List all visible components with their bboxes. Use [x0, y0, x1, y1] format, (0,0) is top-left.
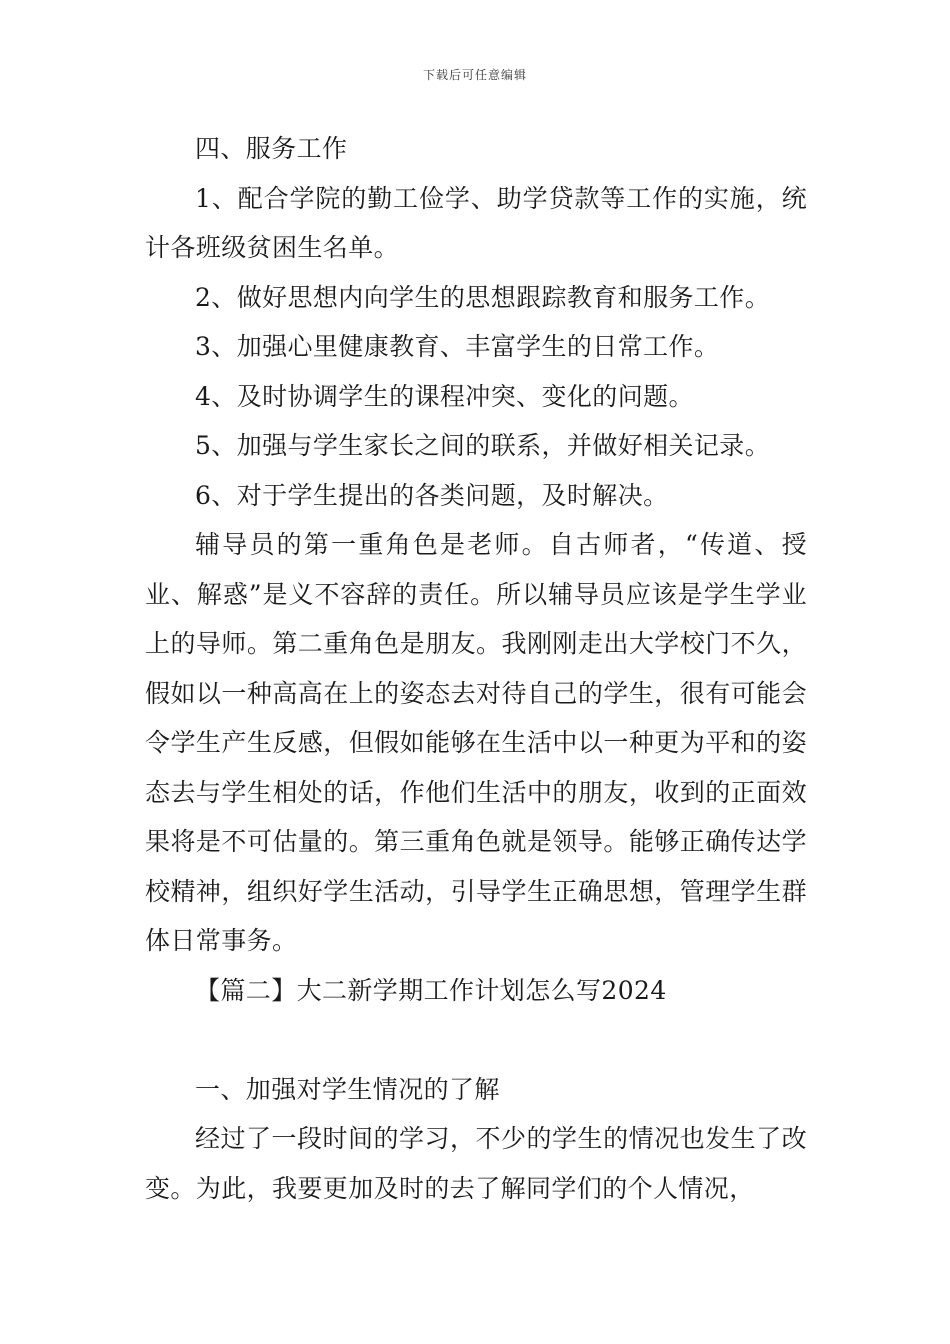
- document-body: [145, 124, 807, 1213]
- list-item-6: 6、对于学生提出的各类问题，及时解决。: [195, 480, 669, 510]
- body-paragraph-student-changes: 经过了一段时间的学习，不少的学生的情况也发生了改变。为此，我要更加及时的去了解同学们的个人情况，: [145, 1124, 807, 1203]
- article-title-part-two: 【篇二】大二新学期工作计划怎么写2024: [195, 975, 667, 1005]
- list-item-3: 3、加强心里健康教育、丰富学生的日常工作。: [195, 332, 720, 361]
- header-note: 下载后可任意编辑: [422, 68, 527, 82]
- list-item-4: 4、及时协调学生的课程冲突、变化的问题。: [195, 381, 694, 411]
- section-heading-understand-students: 一、加强对学生情况的了解: [195, 1074, 500, 1104]
- body-paragraph-counselor-roles: 辅导员的第一重角色是老师。自古师者，“传道、授业、解惑”是义不容辞的责任。所以辅导员应该是学生学业上的导师。第二重角色是朋友。我刚刚走出大学校门不久，假如以一种高高在上的姿态去对待自己的学生，很有可能会令学生产生反感，但假如能够在生活中以一种更为平和的姿态去与学生相处的话，作他们生活中的朋友，收到的正面效果将是不可估量的。第三重角色就是领导。能够正确传达学校精神，组织好学生活动，引导学生正确思想，管理学生群体日常事务。: [145, 530, 807, 955]
- list-item-5: 5、加强与学生家长之间的联系，并做好相关记录。: [195, 431, 771, 460]
- blank-line: [145, 1015, 807, 1065]
- section-heading-service-work: 四、服务工作: [195, 134, 348, 163]
- list-item-1: 1、配合学院的勤工俭学、助学贷款等工作的实施，统计各班级贫困生名单。: [145, 183, 807, 262]
- list-item-2: 2、做好思想内向学生的思想跟踪教育和服务工作。: [195, 282, 771, 312]
